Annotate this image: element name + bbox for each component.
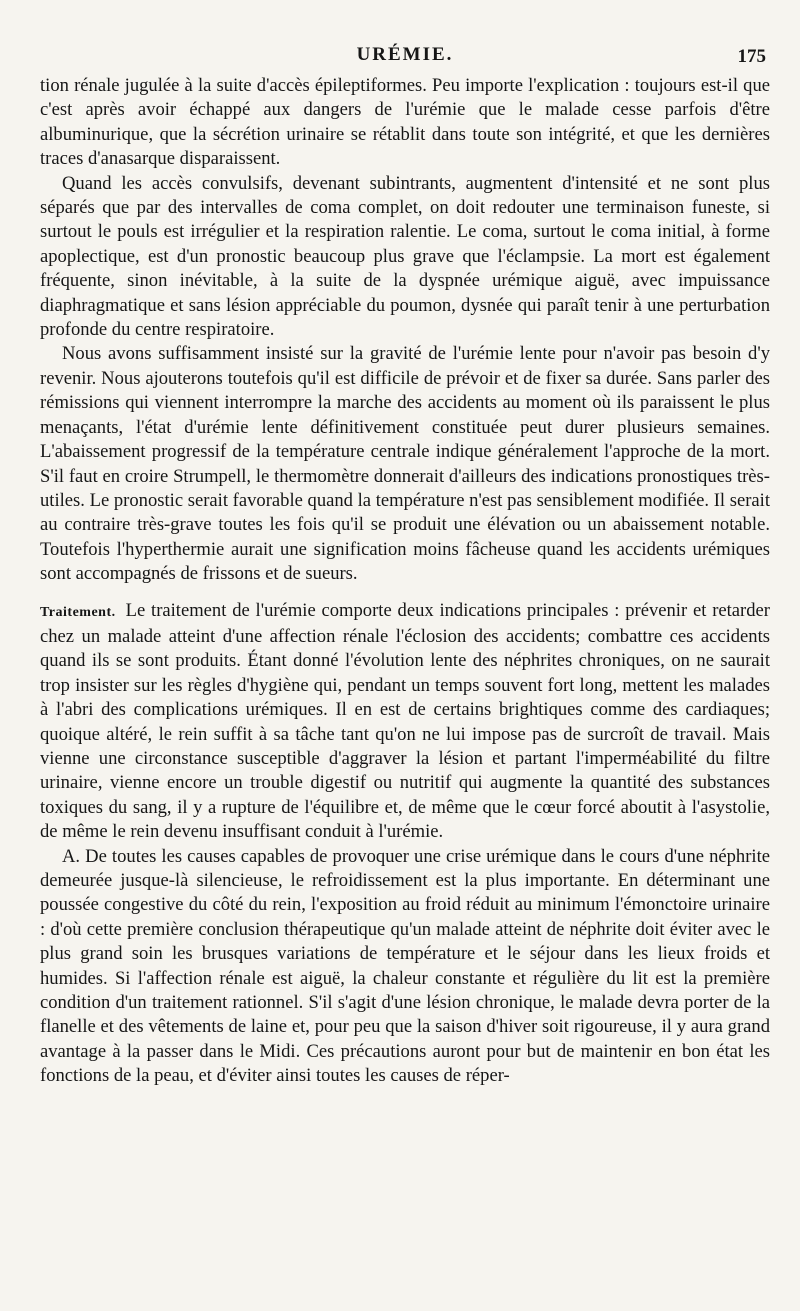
section-text: Le traitement de l'urémie comporte deux indications principales : prévenir et retarder chez un malade atteint d'une affection rénale l'éclosion des accidents; combattre ces accidents quand ils se sont produits. Étant donné l'évolution lente des néphrites chroniques, on ne saurait trop insister sur les règles d'hygiène qui, pendant un temps souvent fort long, mettent les malades à l'abri des complications urémiques. Il en est de certains brightiques comme des cardiaques; quoique altéré, le rein suffit à sa tâche tant qu'on ne lui impose pas de surcroît de travail. Mais vienne une circonstance susceptible d'aggraver la lésion et partant l'imperméabilité du filtre urinaire, vienne encore un trouble digestif ou nutritif qui augmente la quantité des substances toxiques du sang, il y a rupture de l'équilibre et, de même que le cœur forcé aboutit à l'asystolie, de même le rein devenu insuffisant conduit à l'urémie. xyxy=(40,599,770,843)
section-label: Traitement. xyxy=(40,604,116,620)
paragraph-continuation: tion rénale jugulée à la suite d'accès épileptiformes. Peu importe l'explication : toujours est-il que c'est après avoir échappé aux dangers de l'urémie que le malade cesse parfois d'être albuminurique, que la sécrétion urinaire se rétablit dans toute son intégrité, et que les dernières traces d'anasarque disparaissent. xyxy=(40,75,770,170)
paragraph-slow-uremia: Nous avons suffisamment insisté sur la gravité de l'urémie lente pour n'avoir pas besoin d'y revenir. Nous ajouterons toutefois qu'il est difficile de prévoir et de fixer sa durée. Sans parler des rémissions qui viennent interrompre la marche des accidents au moment où ils paraissent le plus menaçants, l'état d'urémie lente définitivement constituée peut durer plusieurs semaines. L'abaissement progressif de la température centrale indique généralement l'approche de la mort. S'il faut en croire Strumpell, le thermomètre donnerait d'ailleurs des indications pronostiques très-utiles. Le pronostic serait favorable quand la température n'est pas sensiblement modifiée. Il serait au contraire très-grave toutes les fois qu'il se produit une élévation ou un abaissement notable. Toutefois l'hyperthermie aurait une signification moins fâcheuse quand les accidents urémiques sont accompagnés de frissons et de sueurs. xyxy=(40,343,770,585)
paragraph-treatment xyxy=(40,599,770,845)
paragraph-causes: A. De toutes les causes capables de provoquer une crise urémique dans le cours d'une néphrite demeurée jusque-là silencieuse, le refroidissement est la plus importante. En déterminant une poussée congestive du côté du rein, l'exposition au froid réduit au minimum l'émonctoire urinaire : d'où cette première conclusion thérapeutique qu'un malade atteint de néphrite doit éviter avec le plus grand soin les brusques variations de température et le séjour dans les lieux froids et humides. Si l'affection rénale est aiguë, la chaleur constante et régulière du lit est la première condition d'un traitement rationnel. S'il s'agit d'une lésion chronique, le malade devra porter de la flanelle et des vêtements de laine et, pour peu que la saison d'hiver soit rigoureuse, il y aura grand avantage à la passer dans le Midi. Ces précautions auront pour but de maintenir en bon état les fonctions de la peau, et d'éviter ainsi toutes les causes de réper- xyxy=(40,845,770,1087)
paragraph-prognosis: Quand les accès convulsifs, devenant subintrants, augmentent d'intensité et ne sont plus séparés que par des intervalles de coma complet, on doit redouter une terminaison funeste, si surtout le pouls est irrégulier et la respiration ralentie. Le coma, surtout le coma initial, à forme apoplectique, est d'un pronostic beaucoup plus grave que l'éclampsie. La mort est également fréquente, sinon inévitable, à la suite de la dyspnée urémique aiguë, avec impuissance diaphragmatique et sans lésion appréciable du poumon, dysnée qui paraît tenir à une perturbation profonde du centre respiratoire. xyxy=(40,172,770,341)
page-number: 175 xyxy=(737,46,766,67)
running-title: URÉMIE. xyxy=(356,44,454,65)
running-head xyxy=(40,44,770,74)
